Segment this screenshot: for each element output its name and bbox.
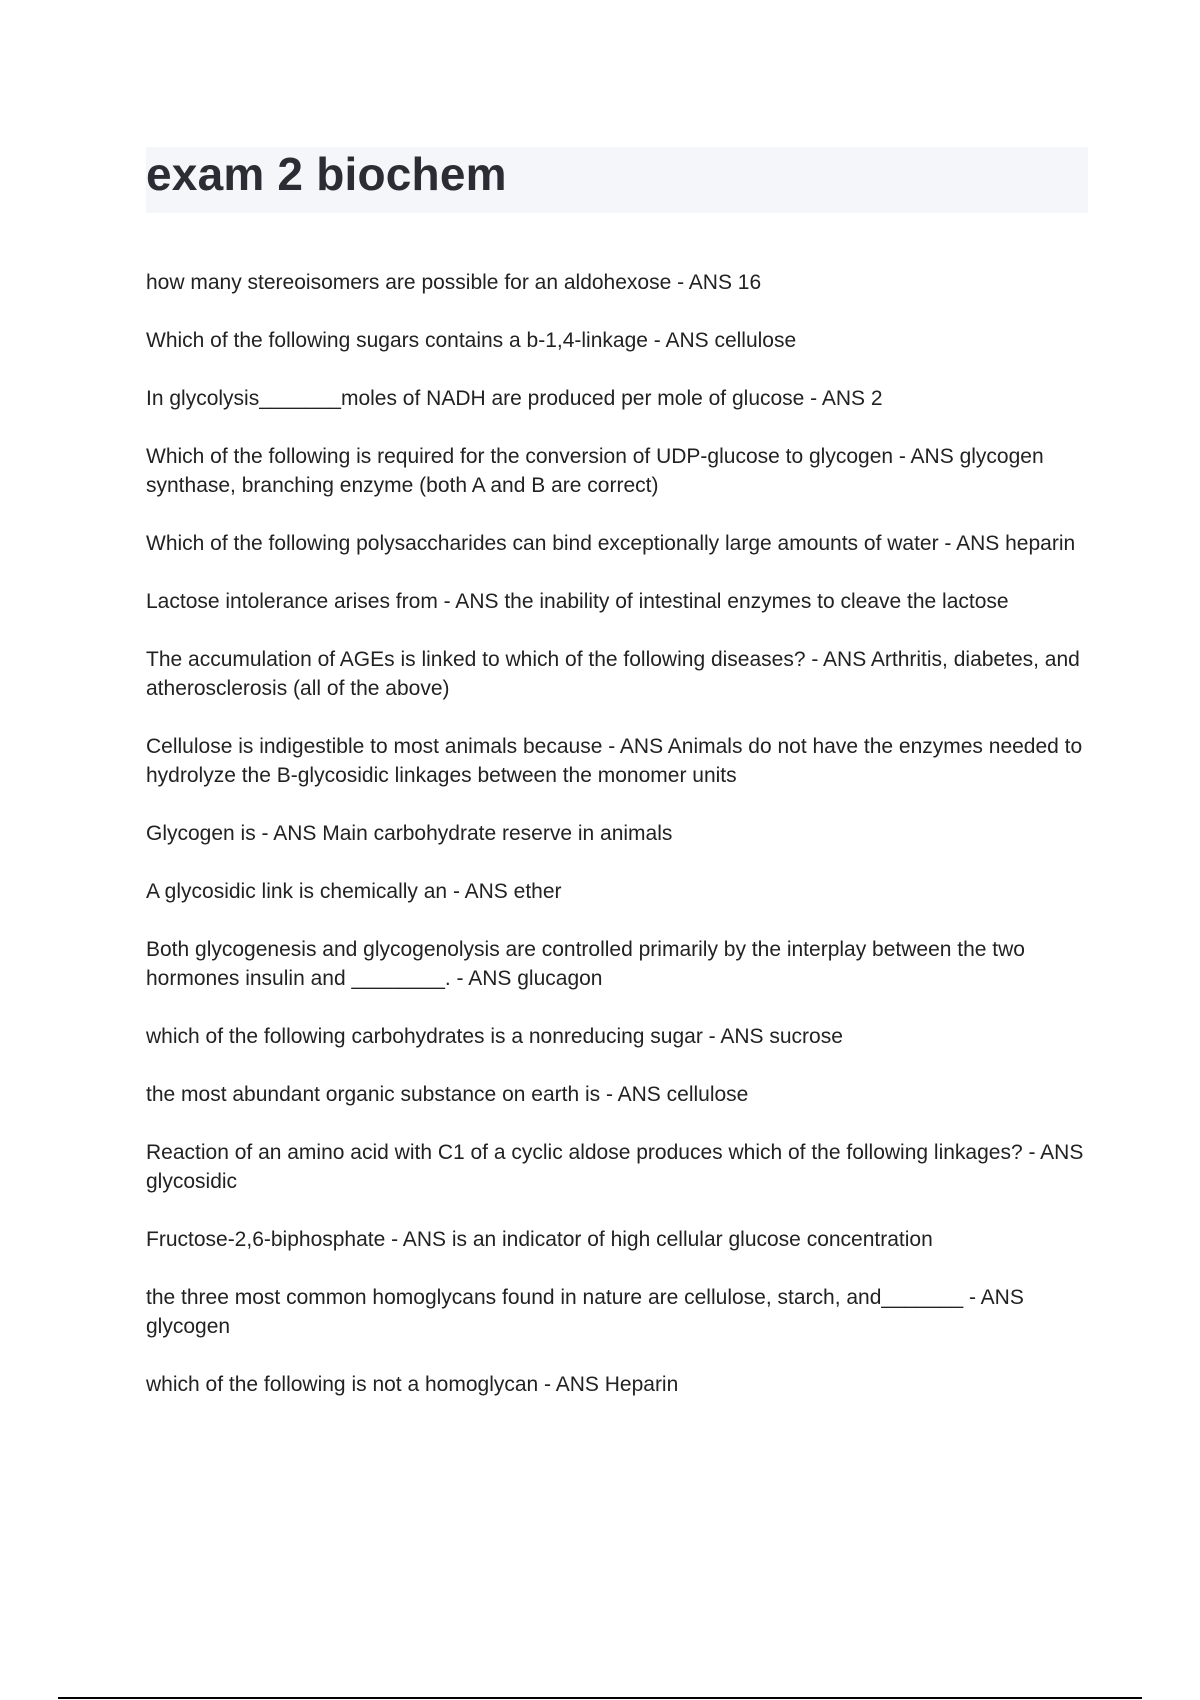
qa-item-2: Which of the following sugars contains a b-1,4-linkage - ANS cellulose: [146, 329, 797, 352]
qa-item-17: which of the following is not a homoglycan - ANS Heparin: [146, 1373, 679, 1396]
qa-item-4: Which of the following is required for the conversion of UDP-glucose to glycogen - ANS glycogen synthase, branching enzyme (both A and B are correct): [146, 445, 1044, 497]
qa-item-14: Reaction of an amino acid with C1 of a cyclic aldose produces which of the following linkages? - ANS glycosidic: [146, 1141, 1084, 1193]
qa-item-8: Cellulose is indigestible to most animals because - ANS Animals do not have the enzymes needed to hydrolyze the B-glycosidic linkages between the monomer units: [146, 735, 1083, 787]
qa-item-11: Both glycogenesis and glycogenolysis are controlled primarily by the interplay between the two hormones insulin and ________. - ANS glucagon: [146, 938, 1025, 990]
title-banner: [146, 147, 1088, 213]
qa-item-7: The accumulation of AGEs is linked to which of the following diseases? - ANS Arthritis, diabetes, and atherosclerosis (all of the above): [146, 648, 1080, 700]
qa-item-16: the three most common homoglycans found in nature are cellulose, starch, and_______ - ANS glycogen: [146, 1286, 1024, 1338]
question-answer-list: [146, 268, 1096, 1428]
qa-item-9: Glycogen is - ANS Main carbohydrate reserve in animals: [146, 822, 673, 845]
page-bottom-rule: [58, 1697, 1142, 1699]
qa-item-13: the most abundant organic substance on earth is - ANS cellulose: [146, 1083, 749, 1106]
qa-item-15: Fructose-2,6-biphosphate - ANS is an indicator of high cellular glucose concentration: [146, 1228, 933, 1251]
qa-item-10: A glycosidic link is chemically an - ANS ether: [146, 880, 562, 903]
qa-item-1: how many stereoisomers are possible for an aldohexose - ANS 16: [146, 271, 762, 294]
qa-item-5: Which of the following polysaccharides can bind exceptionally large amounts of water - ANS heparin: [146, 532, 1076, 555]
page-title: exam 2 biochem: [146, 148, 507, 200]
qa-item-12: which of the following carbohydrates is a nonreducing sugar - ANS sucrose: [146, 1025, 843, 1048]
qa-item-3: In glycolysis_______moles of NADH are produced per mole of glucose - ANS 2: [146, 387, 883, 410]
qa-item-6: Lactose intolerance arises from - ANS the inability of intestinal enzymes to cleave the lactose: [146, 590, 1009, 613]
